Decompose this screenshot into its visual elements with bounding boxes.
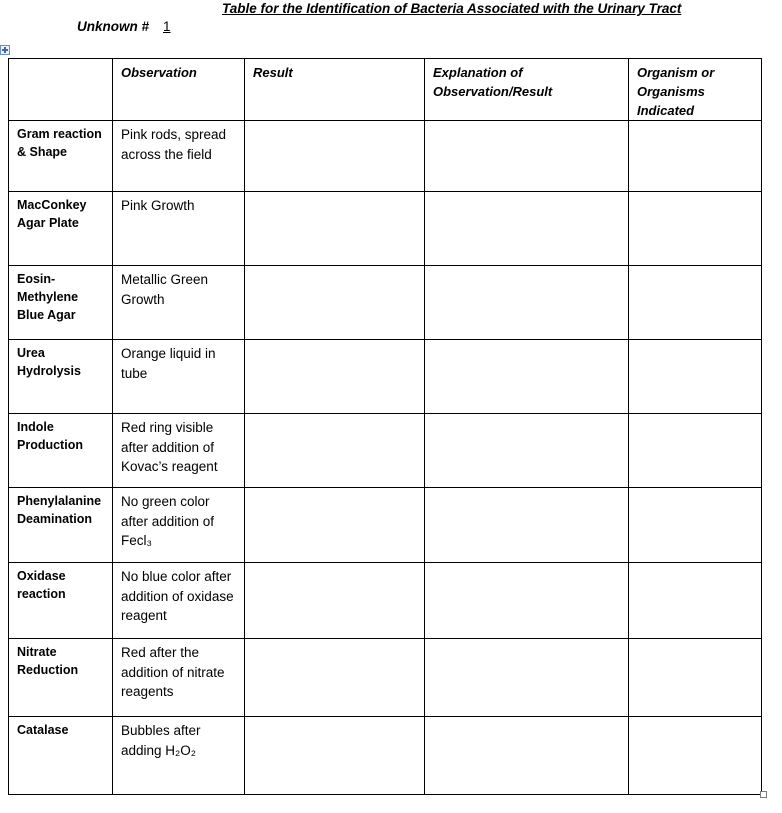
explanation-cell[interactable]	[425, 639, 629, 717]
observation-cell[interactable]: Pink Growth	[113, 192, 245, 266]
organism-cell[interactable]	[629, 192, 762, 266]
observation-cell[interactable]: Metallic Green Growth	[113, 266, 245, 340]
header-cell-observation: Observation	[113, 59, 245, 121]
explanation-cell[interactable]	[425, 563, 629, 639]
result-cell[interactable]	[245, 121, 425, 192]
table-row	[9, 266, 762, 340]
explanation-cell[interactable]	[425, 488, 629, 563]
unknown-field	[77, 19, 181, 34]
document-title: Table for the Identification of Bacteria Associated with the Urinary Tract	[222, 1, 682, 16]
explanation-cell[interactable]	[425, 266, 629, 340]
header-cell-test	[9, 59, 113, 121]
organism-cell[interactable]	[629, 639, 762, 717]
table-header-row	[9, 59, 762, 121]
test-name-cell: Oxidase reaction	[9, 563, 113, 639]
table-resize-handle-icon[interactable]	[760, 791, 767, 798]
observation-cell[interactable]: Red after the addition of nitrate reagents	[113, 639, 245, 717]
explanation-cell[interactable]	[425, 414, 629, 488]
table-row	[9, 488, 762, 563]
table-row	[9, 717, 762, 795]
test-name-cell: Nitrate Reduction	[9, 639, 113, 717]
result-cell[interactable]	[245, 414, 425, 488]
result-cell[interactable]	[245, 266, 425, 340]
unknown-value[interactable]: 1	[163, 19, 171, 34]
result-cell[interactable]	[245, 340, 425, 414]
observation-cell[interactable]: Red ring visible after addition of Kovac’s reagent	[113, 414, 245, 488]
result-cell[interactable]	[245, 563, 425, 639]
organism-cell[interactable]	[629, 340, 762, 414]
observation-cell[interactable]: No green color after addition of Fecl₃	[113, 488, 245, 563]
table-row	[9, 414, 762, 488]
header-cell-result: Result	[245, 59, 425, 121]
result-cell[interactable]	[245, 488, 425, 563]
organism-cell[interactable]	[629, 717, 762, 795]
test-name-cell: Eosin-Methylene Blue Agar	[9, 266, 113, 340]
table-row	[9, 639, 762, 717]
observation-cell[interactable]: Pink rods, spread across the field	[113, 121, 245, 192]
identification-table	[8, 58, 762, 795]
test-name-cell: Phenylalanine Deamination	[9, 488, 113, 563]
organism-cell[interactable]	[629, 563, 762, 639]
table-row	[9, 563, 762, 639]
observation-cell[interactable]: Orange liquid in tube	[113, 340, 245, 414]
table-row	[9, 340, 762, 414]
explanation-cell[interactable]	[425, 340, 629, 414]
test-name-cell: Urea Hydrolysis	[9, 340, 113, 414]
organism-cell[interactable]	[629, 121, 762, 192]
organism-cell[interactable]	[629, 488, 762, 563]
explanation-cell[interactable]	[425, 121, 629, 192]
result-cell[interactable]	[245, 192, 425, 266]
table-row	[9, 192, 762, 266]
explanation-cell[interactable]	[425, 192, 629, 266]
organism-cell[interactable]	[629, 414, 762, 488]
table-move-handle-icon[interactable]	[0, 45, 10, 55]
result-cell[interactable]	[245, 717, 425, 795]
header-cell-explanation: Explanation of Observation/Result	[425, 59, 629, 121]
table-row	[9, 121, 762, 192]
test-name-cell: Gram reaction & Shape	[9, 121, 113, 192]
test-name-cell: Indole Production	[9, 414, 113, 488]
result-cell[interactable]	[245, 639, 425, 717]
test-name-cell: Catalase	[9, 717, 113, 795]
observation-cell[interactable]: Bubbles after adding H₂O₂	[113, 717, 245, 795]
header-cell-organism: Organism or Organisms Indicated	[629, 59, 762, 121]
test-name-cell: MacConkey Agar Plate	[9, 192, 113, 266]
unknown-label: Unknown #	[77, 19, 150, 34]
organism-cell[interactable]	[629, 266, 762, 340]
explanation-cell[interactable]	[425, 717, 629, 795]
observation-cell[interactable]: No blue color after addition of oxidase reagent	[113, 563, 245, 639]
